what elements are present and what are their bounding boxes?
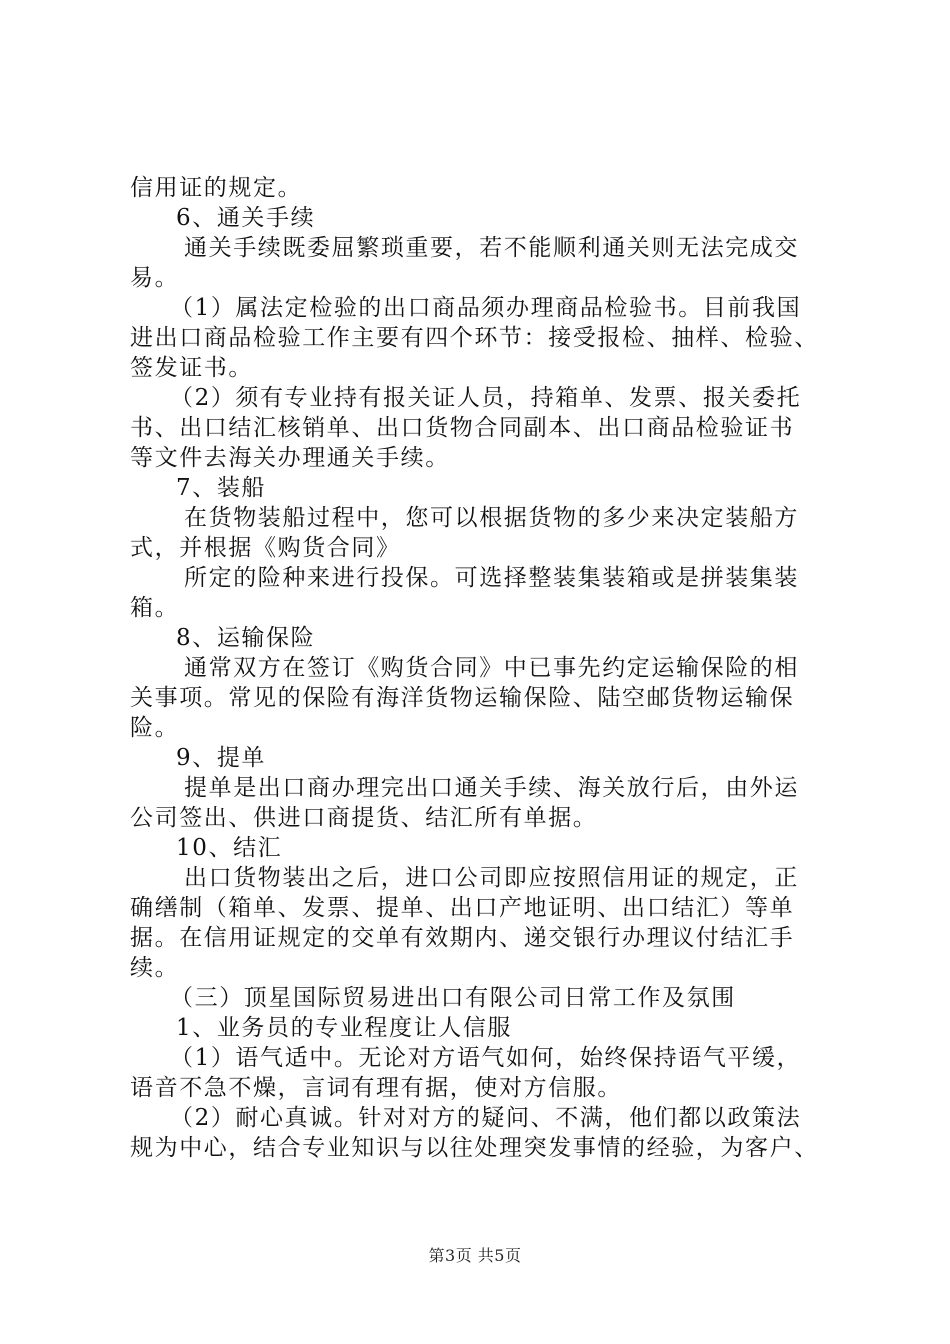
- text-line: 等文件去海关办理通关手续。: [130, 445, 450, 471]
- text-line: 箱。: [130, 595, 180, 621]
- text-line: （2）耐心真诚。针对对方的疑问、不满，他们都以政策法: [170, 1105, 802, 1131]
- document-body: [130, 173, 850, 1163]
- section-heading: 1、业务员的专业程度让人信服: [176, 1015, 513, 1041]
- text-line: 式，并根据《购货合同》: [130, 535, 401, 561]
- text-line: （1）属法定检验的出口商品须办理商品检验书。目前我国: [170, 295, 802, 321]
- page-footer: [0, 1243, 950, 1266]
- page-number: 第3页 共5页: [428, 1246, 522, 1265]
- text-line: 险。: [130, 715, 180, 741]
- text-line: 提单是出口商办理完出口通关手续、海关放行后，由外运: [184, 775, 799, 801]
- text-line: 通常双方在签订《购货合同》中已事先约定运输保险的相: [184, 655, 799, 681]
- text-line: 续。: [130, 955, 180, 981]
- section-heading: 9、提单: [176, 745, 267, 771]
- text-line: 规为中心，结合专业知识与以往处理突发事情的经验，为客户、: [130, 1135, 819, 1161]
- text-line: 书、出口结汇核销单、出口货物合同副本、出口商品检验证书: [130, 415, 795, 441]
- section-heading: 8、运输保险: [176, 625, 316, 651]
- section-heading: 6、通关手续: [176, 205, 316, 231]
- text-line: 信用证的规定。: [130, 175, 303, 201]
- text-line: 公司签出、供进口商提货、结汇所有单据。: [130, 805, 598, 831]
- text-line: 签发证书。: [130, 355, 253, 381]
- section-heading: （三）顶星国际贸易进出口有限公司日常工作及氛围: [170, 985, 736, 1011]
- text-line: 据。在信用证规定的交单有效期内、递交银行办理议付结汇手: [130, 925, 795, 951]
- text-line: 出口货物装出之后，进口公司即应按照信用证的规定，正: [184, 865, 799, 891]
- section-heading: 10、结汇: [176, 835, 283, 861]
- text-line: 语音不急不燥，言词有理有据，使对方信服。: [130, 1075, 622, 1101]
- section-heading: 7、装船: [176, 475, 267, 501]
- text-line: 进出口商品检验工作主要有四个环节：接受报检、抽样、检验、: [130, 325, 819, 351]
- text-line: 易。: [130, 265, 180, 291]
- text-line: 所定的险种来进行投保。可选择整装集装箱或是拼装集装: [184, 565, 799, 591]
- text-line: 在货物装船过程中，您可以根据货物的多少来决定装船方: [184, 505, 799, 531]
- text-line: （2）须有专业持有报关证人员，持箱单、发票、报关委托: [170, 385, 802, 411]
- text-line: 通关手续既委屈繁琐重要，若不能顺利通关则无法完成交: [184, 235, 799, 261]
- text-line: 确缮制（箱单、发票、提单、出口产地证明、出口结汇）等单: [130, 895, 795, 921]
- text-line: （1）语气适中。无论对方语气如何，始终保持语气平缓，: [170, 1045, 802, 1071]
- text-line: 关事项。常见的保险有海洋货物运输保险、陆空邮货物运输保: [130, 685, 795, 711]
